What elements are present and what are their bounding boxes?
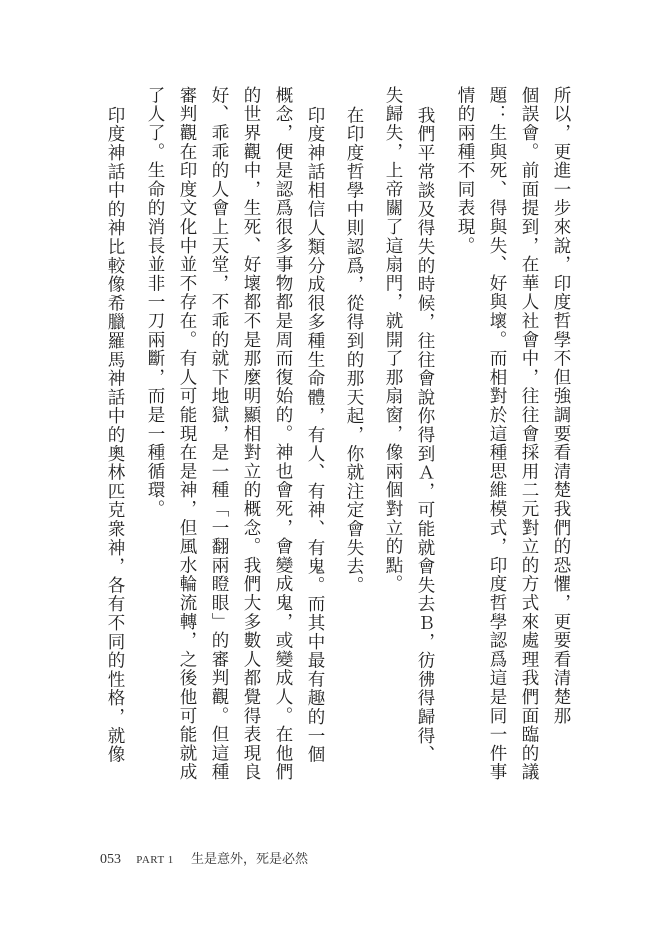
text-line-8: 印度神話相信人類分成很多種生命體，有人、有神、有鬼。而其中最有趣的一個	[305, 106, 325, 764]
text-line-4: 情的兩種不同表現。	[455, 86, 475, 256]
text-line-10: 的世界觀中，生死、好壞都不是那麼明顯相對立的概念。我們大多數人都覺得表現良	[241, 86, 261, 782]
chapter-title: 生是意外，死是必然	[191, 851, 309, 866]
page-number: 053	[100, 852, 121, 867]
text-line-11: 好、乖乖的人會上天堂，不乖的就下地獄，是一種「一翻兩瞪眼」的審判觀。但這種	[209, 86, 229, 782]
text-line-9: 概念，便是認爲很多事物都是周而復始的。神也會死，會變成鬼，或變成人。在他們	[273, 86, 293, 782]
text-line-3: 題：生與死、得與失、好與壞。而相對於這種思維模式，印度哲學認爲這是同一件事	[487, 86, 507, 782]
text-line-2: 個誤會。前面提到，在華人社會中，往往會採用二元對立的方式來處理我們面臨的議	[519, 86, 539, 782]
text-line-7: 在印度哲學中則認爲，從得到的那天起，你就注定會失去。	[344, 106, 364, 595]
text-line-1: 所以，更進一步來說，印度哲學不但強調要看清楚我們的恐懼，更要看清楚那	[551, 86, 571, 726]
page-footer	[100, 848, 316, 868]
text-line-13: 了人了。生命的消長並非一刀兩斷，而是一種循環。	[145, 86, 165, 519]
text-line-14: 印度神話中的神比較像希臘羅馬神話中的奧林匹克衆神，各有不同的性格，就像	[105, 106, 125, 764]
text-line-6: 失歸失，上帝關了這扇門，就開了那扇窗，像兩個對立的點。	[383, 86, 403, 594]
text-line-5: 我們平常談及得失的時候，往往會說你得到Ａ，可能就會失去Ｂ，彷彿得歸得、	[415, 106, 435, 764]
text-line-12: 審判觀在印度文化中並不存在。有人可能現在是神，但風水輪流轉，之後他可能就成	[177, 86, 197, 782]
part-label: PART 1	[136, 854, 174, 866]
